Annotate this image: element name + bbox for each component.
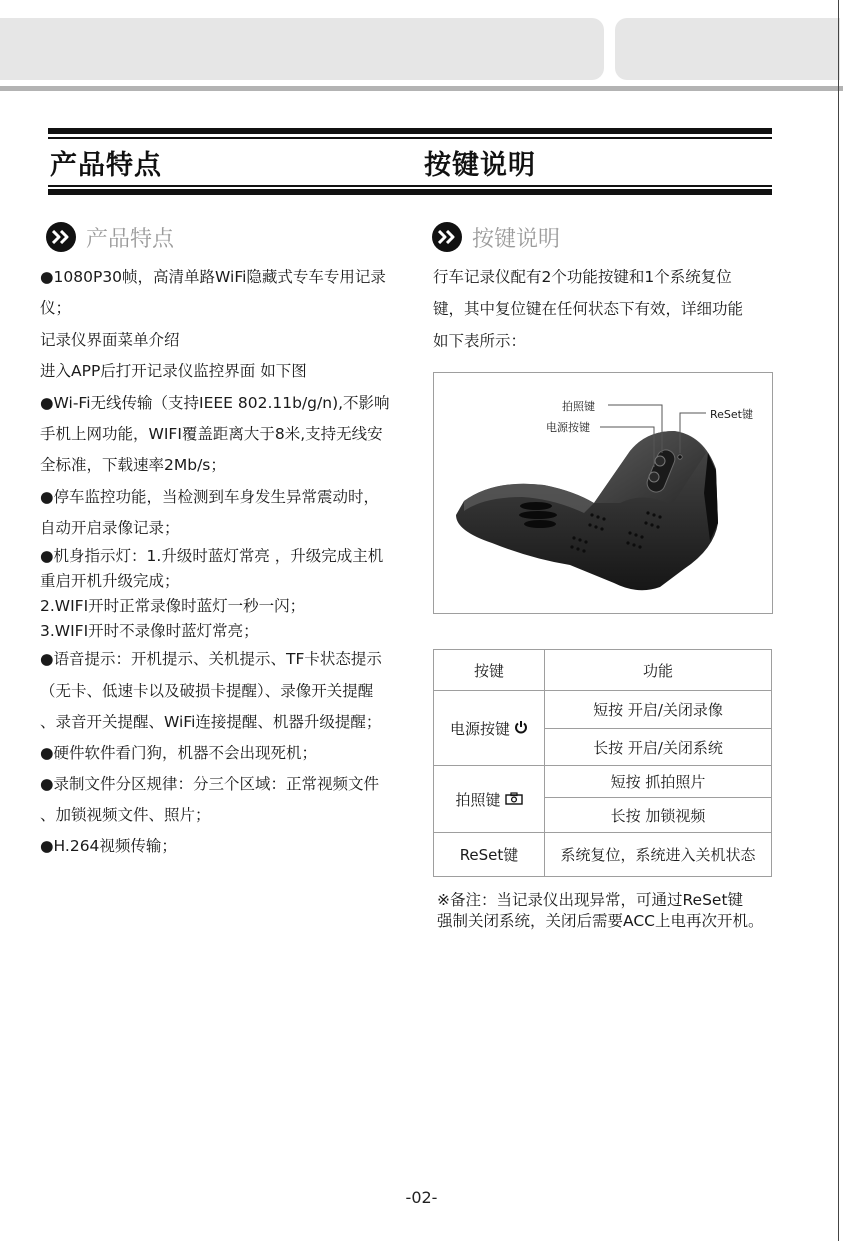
banner-top-rule (48, 128, 772, 134)
banner-bottom-rule (48, 189, 772, 195)
banner-title-keys: 按键说明 (424, 150, 536, 181)
table-header-row (434, 650, 772, 691)
feature-line: 仪； (40, 299, 72, 317)
feature-line: ●1080P30帧，高清单路WiFi隐藏式专车专用记录 (40, 268, 386, 286)
feature-line: ●硬件软件看门狗，机器不会出现死机； (40, 744, 318, 762)
page-edge-line (838, 0, 839, 1241)
reset-key-label: ReSet键 (710, 408, 753, 421)
power-icon (514, 720, 528, 738)
feature-line: ●语音提示：开机提示、关机提示、TF卡状态提示 (40, 650, 382, 668)
power-key-cell (434, 691, 545, 766)
banner-title-features: 产品特点 (50, 150, 162, 181)
feature-line: 、录音开关提醒、WiFi连接提醒、机器升级提醒； (40, 713, 382, 731)
header-tab-right (615, 18, 840, 80)
keys-intro-line: 键，其中复位键在任何状态下有效，详细功能 (433, 300, 744, 318)
table-header-function: 功能 (545, 650, 772, 691)
table-row (434, 833, 772, 877)
reset-function: 系统复位，系统进入关机状态 (545, 833, 772, 877)
feature-line: 2.WIFI开时正常录像时蓝灯一秒一闪； (40, 597, 306, 615)
feature-line: 全标准，下载速率2Mb/s； (40, 456, 226, 474)
table-row (434, 766, 772, 798)
feature-line: 3.WIFI开时不录像时蓝灯常亮； (40, 622, 259, 640)
double-chevron-right-icon (432, 222, 462, 252)
header-rule (0, 86, 843, 91)
feature-line: 自动开启录像记录； (40, 519, 180, 537)
table-header-key: 按键 (434, 650, 545, 691)
features-section-heading (46, 222, 174, 252)
dashcam-illustration (434, 373, 772, 613)
reset-key-cell: ReSet键 (434, 833, 545, 877)
photo-short-press: 短按 抓拍照片 (545, 766, 772, 798)
key-function-table (433, 649, 772, 877)
table-row (434, 691, 772, 729)
feature-line: ●H.264视频传输； (40, 837, 177, 855)
feature-line: 重启开机升级完成； (40, 572, 180, 590)
feature-line: 、加锁视频文件、照片； (40, 806, 211, 824)
feature-line: 手机上网功能，WIFI覆盖距离大于8米,支持无线安 (40, 425, 383, 443)
feature-line: 记录仪界面菜单介绍 (40, 331, 180, 349)
photo-key-name: 拍照键 (455, 790, 501, 809)
photo-long-press: 长按 加锁视频 (545, 798, 772, 833)
double-chevron-right-icon (46, 222, 76, 252)
camera-icon (505, 791, 523, 809)
power-key-label: 电源按键 (546, 421, 590, 434)
note-line: ※备注：当记录仪出现异常，可通过ReSet键 (437, 891, 744, 909)
keys-intro-line: 如下表所示： (433, 332, 527, 350)
feature-line: ●录制文件分区规律：分三个区域：正常视频文件 (40, 775, 380, 793)
feature-line: ●停车监控功能，当检测到车身发生异常震动时， (40, 488, 380, 506)
banner-bottom-rule-thin (48, 185, 772, 187)
photo-key-label: 拍照键 (562, 400, 595, 413)
keys-intro-line: 行车记录仪配有2个功能按键和1个系统复位 (433, 268, 732, 286)
feature-line: 进入APP后打开记录仪监控界面 如下图 (40, 362, 307, 380)
keys-section-title: 按键说明 (472, 226, 561, 252)
device-photo (433, 372, 773, 614)
header-tab-left (0, 18, 604, 80)
banner-top-rule-thin (48, 137, 772, 139)
keys-section-heading (432, 222, 560, 252)
feature-line: ●Wi-Fi无线传输（支持IEEE 802.11b/g/n),不影响 (40, 394, 390, 412)
feature-line: （无卡、低速卡以及破损卡提醒）、录像开关提醒 (40, 682, 374, 700)
power-key-name: 电源按键 (449, 719, 510, 738)
power-short-press: 短按 开启/关闭录像 (545, 691, 772, 729)
note-line: 强制关闭系统，关闭后需要ACC上电再次开机。 (437, 912, 764, 930)
feature-line: ●机身指示灯：1.升级时蓝灯常亮 ，升级完成主机 (40, 547, 384, 565)
page-number: -02- (405, 1188, 438, 1207)
power-long-press: 长按 开启/关闭系统 (545, 729, 772, 766)
features-section-title: 产品特点 (86, 226, 175, 252)
photo-key-cell (434, 766, 545, 833)
